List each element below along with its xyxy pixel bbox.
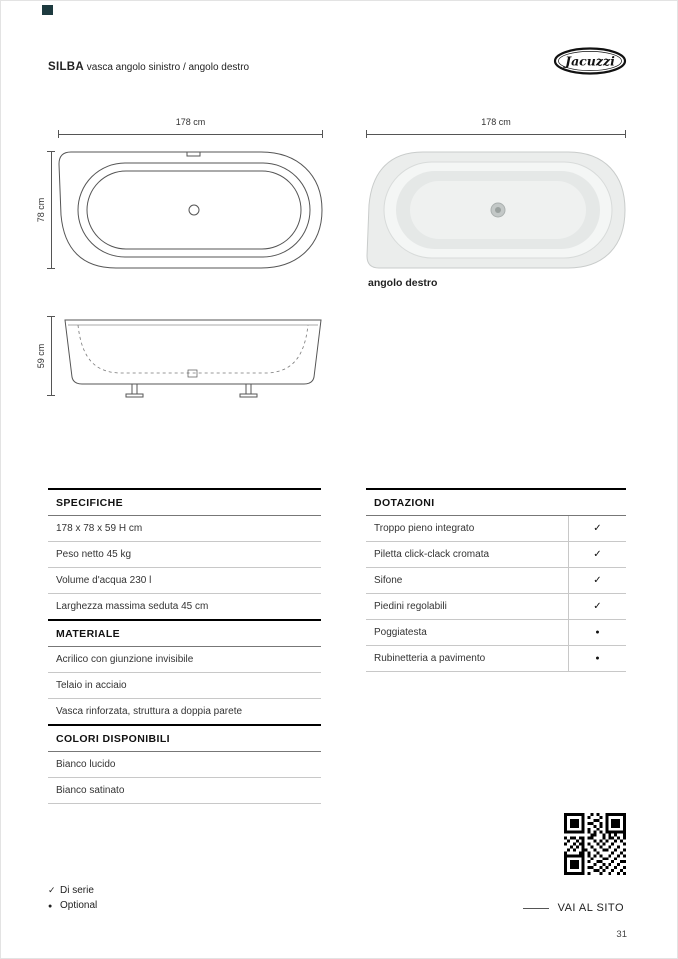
dotazioni-row — [366, 620, 626, 646]
dotazione-label: Troppo pieno integrato — [374, 522, 475, 534]
link-dash-icon — [523, 908, 549, 909]
dot-icon: ● — [48, 903, 53, 910]
check-icon: ✓ — [568, 594, 626, 619]
colori-header: COLORI DISPONIBILI — [48, 724, 321, 752]
dotazioni-row — [366, 646, 626, 672]
check-icon: ✓ — [48, 885, 56, 895]
photo-width-dim-line — [366, 134, 626, 135]
jacuzzi-logo-oval — [553, 47, 627, 75]
page-title — [48, 61, 249, 73]
dotazione-label: Piletta click-clack cromata — [374, 548, 490, 560]
specifiche-table — [48, 488, 321, 804]
spec-row: Bianco satinato — [48, 778, 321, 804]
materiale-header: MATERIALE — [48, 619, 321, 647]
top-view-height-dim-line — [51, 151, 52, 269]
spec-row: Peso netto 45 kg — [48, 542, 321, 568]
legend-optional — [48, 900, 97, 911]
product-name: SILBA — [48, 61, 84, 73]
dotazione-label: Piedini regolabili — [374, 600, 447, 612]
top-view-width-dim-line — [58, 134, 323, 135]
spec-row: 178 x 78 x 59 H cm — [48, 516, 321, 542]
dotazione-label: Sifone — [374, 574, 403, 586]
legend-label: Optional — [60, 900, 98, 911]
spec-row: Vasca rinforzata, struttura a doppia parete — [56, 705, 243, 717]
dotazione-label: Rubinetteria a pavimento — [374, 652, 486, 664]
dot-icon: ● — [568, 646, 626, 671]
check-icon: ✓ — [568, 542, 626, 567]
link-label: VAI AL SITO — [557, 902, 624, 914]
photo-caption: angolo destro — [368, 277, 438, 289]
top-view-width-label: 178 cm — [175, 117, 206, 127]
page-corner-marker — [42, 5, 53, 15]
jacuzzi-logo — [553, 47, 627, 75]
product-subtitle: vasca angolo sinistro / angolo destro — [86, 62, 250, 73]
dot-icon: ● — [568, 620, 626, 645]
top-view-height-label: 78 cm — [36, 197, 46, 223]
check-icon: ✓ — [568, 516, 626, 541]
qr-code — [564, 813, 626, 875]
dotazioni-row — [366, 542, 626, 568]
photo-width-label: 178 cm — [481, 117, 511, 127]
legend-di-serie — [48, 885, 97, 896]
tub-photo — [366, 151, 626, 269]
page-number: 31 — [616, 929, 627, 940]
legend-label: Di serie — [60, 885, 94, 896]
side-view-height-dim-line — [51, 316, 52, 396]
dotazione-label: Poggiatesta — [374, 626, 427, 638]
jacuzzi-logo-text: Jacuzzi — [565, 53, 615, 69]
top-view-drawing — [58, 151, 323, 269]
specifiche-header: SPECIFICHE — [48, 488, 321, 516]
dotazioni-row — [366, 568, 626, 594]
spec-row: Bianco lucido — [48, 752, 321, 778]
spec-row: Larghezza massima seduta 45 cm — [56, 600, 209, 612]
spec-row: Volume d'acqua 230 l — [48, 568, 321, 594]
side-view-height-label: 59 cm — [36, 343, 46, 369]
legend — [48, 885, 97, 915]
check-icon: ✓ — [568, 568, 626, 593]
dotazioni-table — [366, 488, 626, 672]
side-view-drawing — [64, 314, 322, 400]
dotazioni-header: DOTAZIONI — [366, 488, 626, 516]
spec-row: Telaio in acciaio — [48, 673, 321, 699]
vai-al-sito-link[interactable] — [523, 902, 624, 914]
dotazioni-row — [366, 594, 626, 620]
spec-row: Acrilico con giunzione invisibile — [48, 647, 321, 673]
dotazioni-row — [366, 516, 626, 542]
